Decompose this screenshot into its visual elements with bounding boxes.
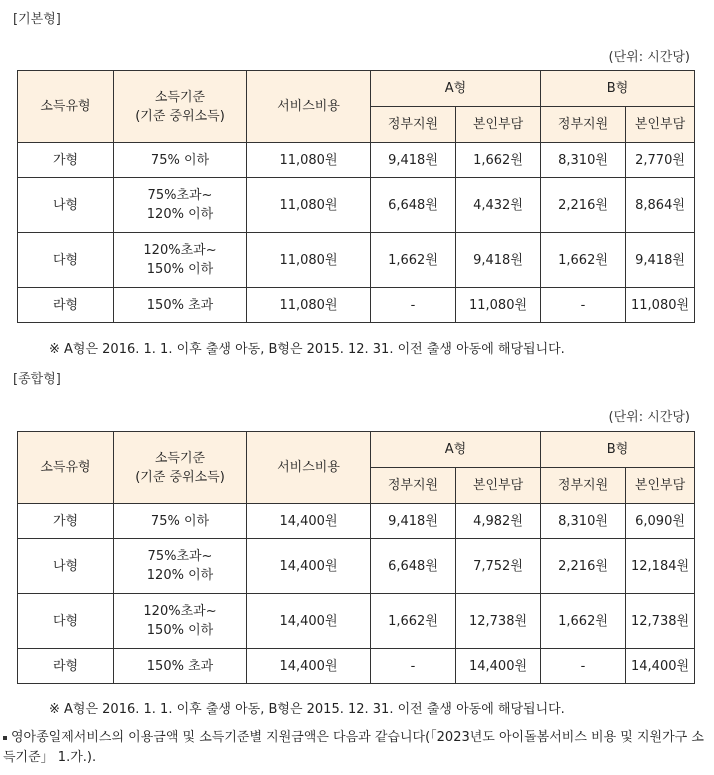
header-income-type: 소득유형 xyxy=(18,432,114,504)
cell-a-gov: 6,648원 xyxy=(371,539,456,594)
header-type-b: B형 xyxy=(541,71,695,107)
cell-a-self: 11,080원 xyxy=(456,288,541,323)
cell-b-self: 2,770원 xyxy=(626,143,695,178)
cell-income-criteria-line2: 120% 이하 xyxy=(146,207,214,222)
cell-service-fee: 11,080원 xyxy=(247,143,371,178)
cell-b-gov: - xyxy=(541,649,626,684)
cell-service-fee: 14,400원 xyxy=(247,594,371,649)
cell-a-gov: 6,648원 xyxy=(371,178,456,233)
header-service-fee: 서비스비용 xyxy=(247,71,371,143)
cell-b-self: 9,418원 xyxy=(626,233,695,288)
cell-income-criteria-line1: 120%초과~ xyxy=(143,604,217,619)
table-row xyxy=(18,594,695,649)
bullet-icon xyxy=(3,736,7,740)
cell-a-self: 4,982원 xyxy=(456,504,541,539)
cell-b-gov: 1,662원 xyxy=(541,233,626,288)
table-row xyxy=(18,143,695,178)
cell-income-criteria-line1: 75%초과~ xyxy=(147,188,213,203)
cell-a-gov: - xyxy=(371,288,456,323)
cell-b-self: 12,184원 xyxy=(626,539,695,594)
header-b-self-pay: 본인부담 xyxy=(626,107,695,143)
cell-a-gov: - xyxy=(371,649,456,684)
cell-b-gov: 2,216원 xyxy=(541,539,626,594)
header-b-gov-support: 정부지원 xyxy=(541,468,626,504)
header-a-self-pay: 본인부담 xyxy=(456,107,541,143)
table-row xyxy=(18,649,695,684)
birth-date-note-basic: ※ A형은 2016. 1. 1. 이후 출생 아동, B형은 2015. 12. 31. 이전 출생 아동에 해당됩니다. xyxy=(49,342,565,357)
header-income-type: 소득유형 xyxy=(18,71,114,143)
cell-service-fee: 14,400원 xyxy=(247,504,371,539)
header-income-criteria xyxy=(114,71,247,143)
fee-table-comprehensive xyxy=(17,431,695,684)
table-row xyxy=(18,288,695,323)
header-income-criteria-line2: (기준 중위소득) xyxy=(135,469,225,485)
cell-b-self: 12,738원 xyxy=(626,594,695,649)
cell-service-fee: 11,080원 xyxy=(247,233,371,288)
birth-date-note-comprehensive: ※ A형은 2016. 1. 1. 이후 출생 아동, B형은 2015. 12. 31. 이전 출생 아동에 해당됩니다. xyxy=(49,702,565,717)
cell-income-type: 나형 xyxy=(18,539,114,594)
cell-service-fee: 11,080원 xyxy=(247,178,371,233)
cell-service-fee: 14,400원 xyxy=(247,539,371,594)
header-type-a: A형 xyxy=(371,432,541,468)
header-income-criteria-line1: 소득기준 xyxy=(154,450,206,466)
table-row xyxy=(18,178,695,233)
cell-income-criteria xyxy=(114,539,247,594)
cell-b-self: 6,090원 xyxy=(626,504,695,539)
cell-b-self: 8,864원 xyxy=(626,178,695,233)
cell-income-criteria xyxy=(114,594,247,649)
cell-income-criteria xyxy=(114,178,247,233)
table-row xyxy=(18,504,695,539)
cell-income-type: 다형 xyxy=(18,594,114,649)
cell-b-gov: 1,662원 xyxy=(541,594,626,649)
unit-label-basic: (단위: 시간당) xyxy=(608,50,690,65)
cell-a-gov: 9,418원 xyxy=(371,143,456,178)
cell-income-type: 라형 xyxy=(18,288,114,323)
header-a-self-pay: 본인부담 xyxy=(456,468,541,504)
cell-income-criteria-line2: 150% 이하 xyxy=(146,262,214,277)
header-service-fee: 서비스비용 xyxy=(247,432,371,504)
header-income-criteria-line2: (기준 중위소득) xyxy=(135,108,225,124)
header-income-criteria xyxy=(114,432,247,504)
cell-b-self: 14,400원 xyxy=(626,649,695,684)
cell-income-criteria-line2: 150% 이하 xyxy=(146,623,214,638)
cell-income-type: 가형 xyxy=(18,504,114,539)
cell-b-gov: 2,216원 xyxy=(541,178,626,233)
cell-income-criteria: 150% 초과 xyxy=(114,288,247,323)
section-label-comprehensive: [종합형] xyxy=(13,372,61,387)
cell-a-self: 1,662원 xyxy=(456,143,541,178)
header-type-a: A형 xyxy=(371,71,541,107)
cell-income-type: 가형 xyxy=(18,143,114,178)
cell-income-criteria xyxy=(114,233,247,288)
table-row xyxy=(18,233,695,288)
header-b-self-pay: 본인부담 xyxy=(626,468,695,504)
cell-a-self: 7,752원 xyxy=(456,539,541,594)
cell-a-gov: 1,662원 xyxy=(371,594,456,649)
cell-b-gov: - xyxy=(541,288,626,323)
cell-b-gov: 8,310원 xyxy=(541,504,626,539)
cell-service-fee: 14,400원 xyxy=(247,649,371,684)
header-b-gov-support: 정부지원 xyxy=(541,107,626,143)
cell-a-self: 12,738원 xyxy=(456,594,541,649)
table-row xyxy=(18,539,695,594)
footer-note-text: 영아종일제서비스의 이용금액 및 소득기준별 지원금액은 다음과 같습니다(「2023년도 아이돌봄서비스 비용 및 지원가구 소득기준」 1.가.). xyxy=(3,730,704,765)
section-label-basic: [기본형] xyxy=(13,12,61,27)
cell-a-self: 9,418원 xyxy=(456,233,541,288)
unit-label-comprehensive: (단위: 시간당) xyxy=(608,410,690,425)
cell-income-type: 다형 xyxy=(18,233,114,288)
cell-b-self: 11,080원 xyxy=(626,288,695,323)
footer-note xyxy=(3,728,711,768)
cell-a-gov: 9,418원 xyxy=(371,504,456,539)
cell-income-type: 라형 xyxy=(18,649,114,684)
cell-a-self: 4,432원 xyxy=(456,178,541,233)
cell-income-criteria-line1: 75%초과~ xyxy=(147,549,213,564)
cell-income-criteria-line2: 120% 이하 xyxy=(146,568,214,583)
cell-a-gov: 1,662원 xyxy=(371,233,456,288)
header-income-criteria-line1: 소득기준 xyxy=(154,89,206,105)
cell-income-criteria: 150% 초과 xyxy=(114,649,247,684)
cell-income-criteria: 75% 이하 xyxy=(114,504,247,539)
cell-income-criteria-line1: 120%초과~ xyxy=(143,243,217,258)
header-a-gov-support: 정부지원 xyxy=(371,107,456,143)
cell-a-self: 14,400원 xyxy=(456,649,541,684)
fee-table-basic xyxy=(17,70,695,323)
cell-income-type: 나형 xyxy=(18,178,114,233)
cell-income-criteria: 75% 이하 xyxy=(114,143,247,178)
header-type-b: B형 xyxy=(541,432,695,468)
header-a-gov-support: 정부지원 xyxy=(371,468,456,504)
cell-b-gov: 8,310원 xyxy=(541,143,626,178)
cell-service-fee: 11,080원 xyxy=(247,288,371,323)
